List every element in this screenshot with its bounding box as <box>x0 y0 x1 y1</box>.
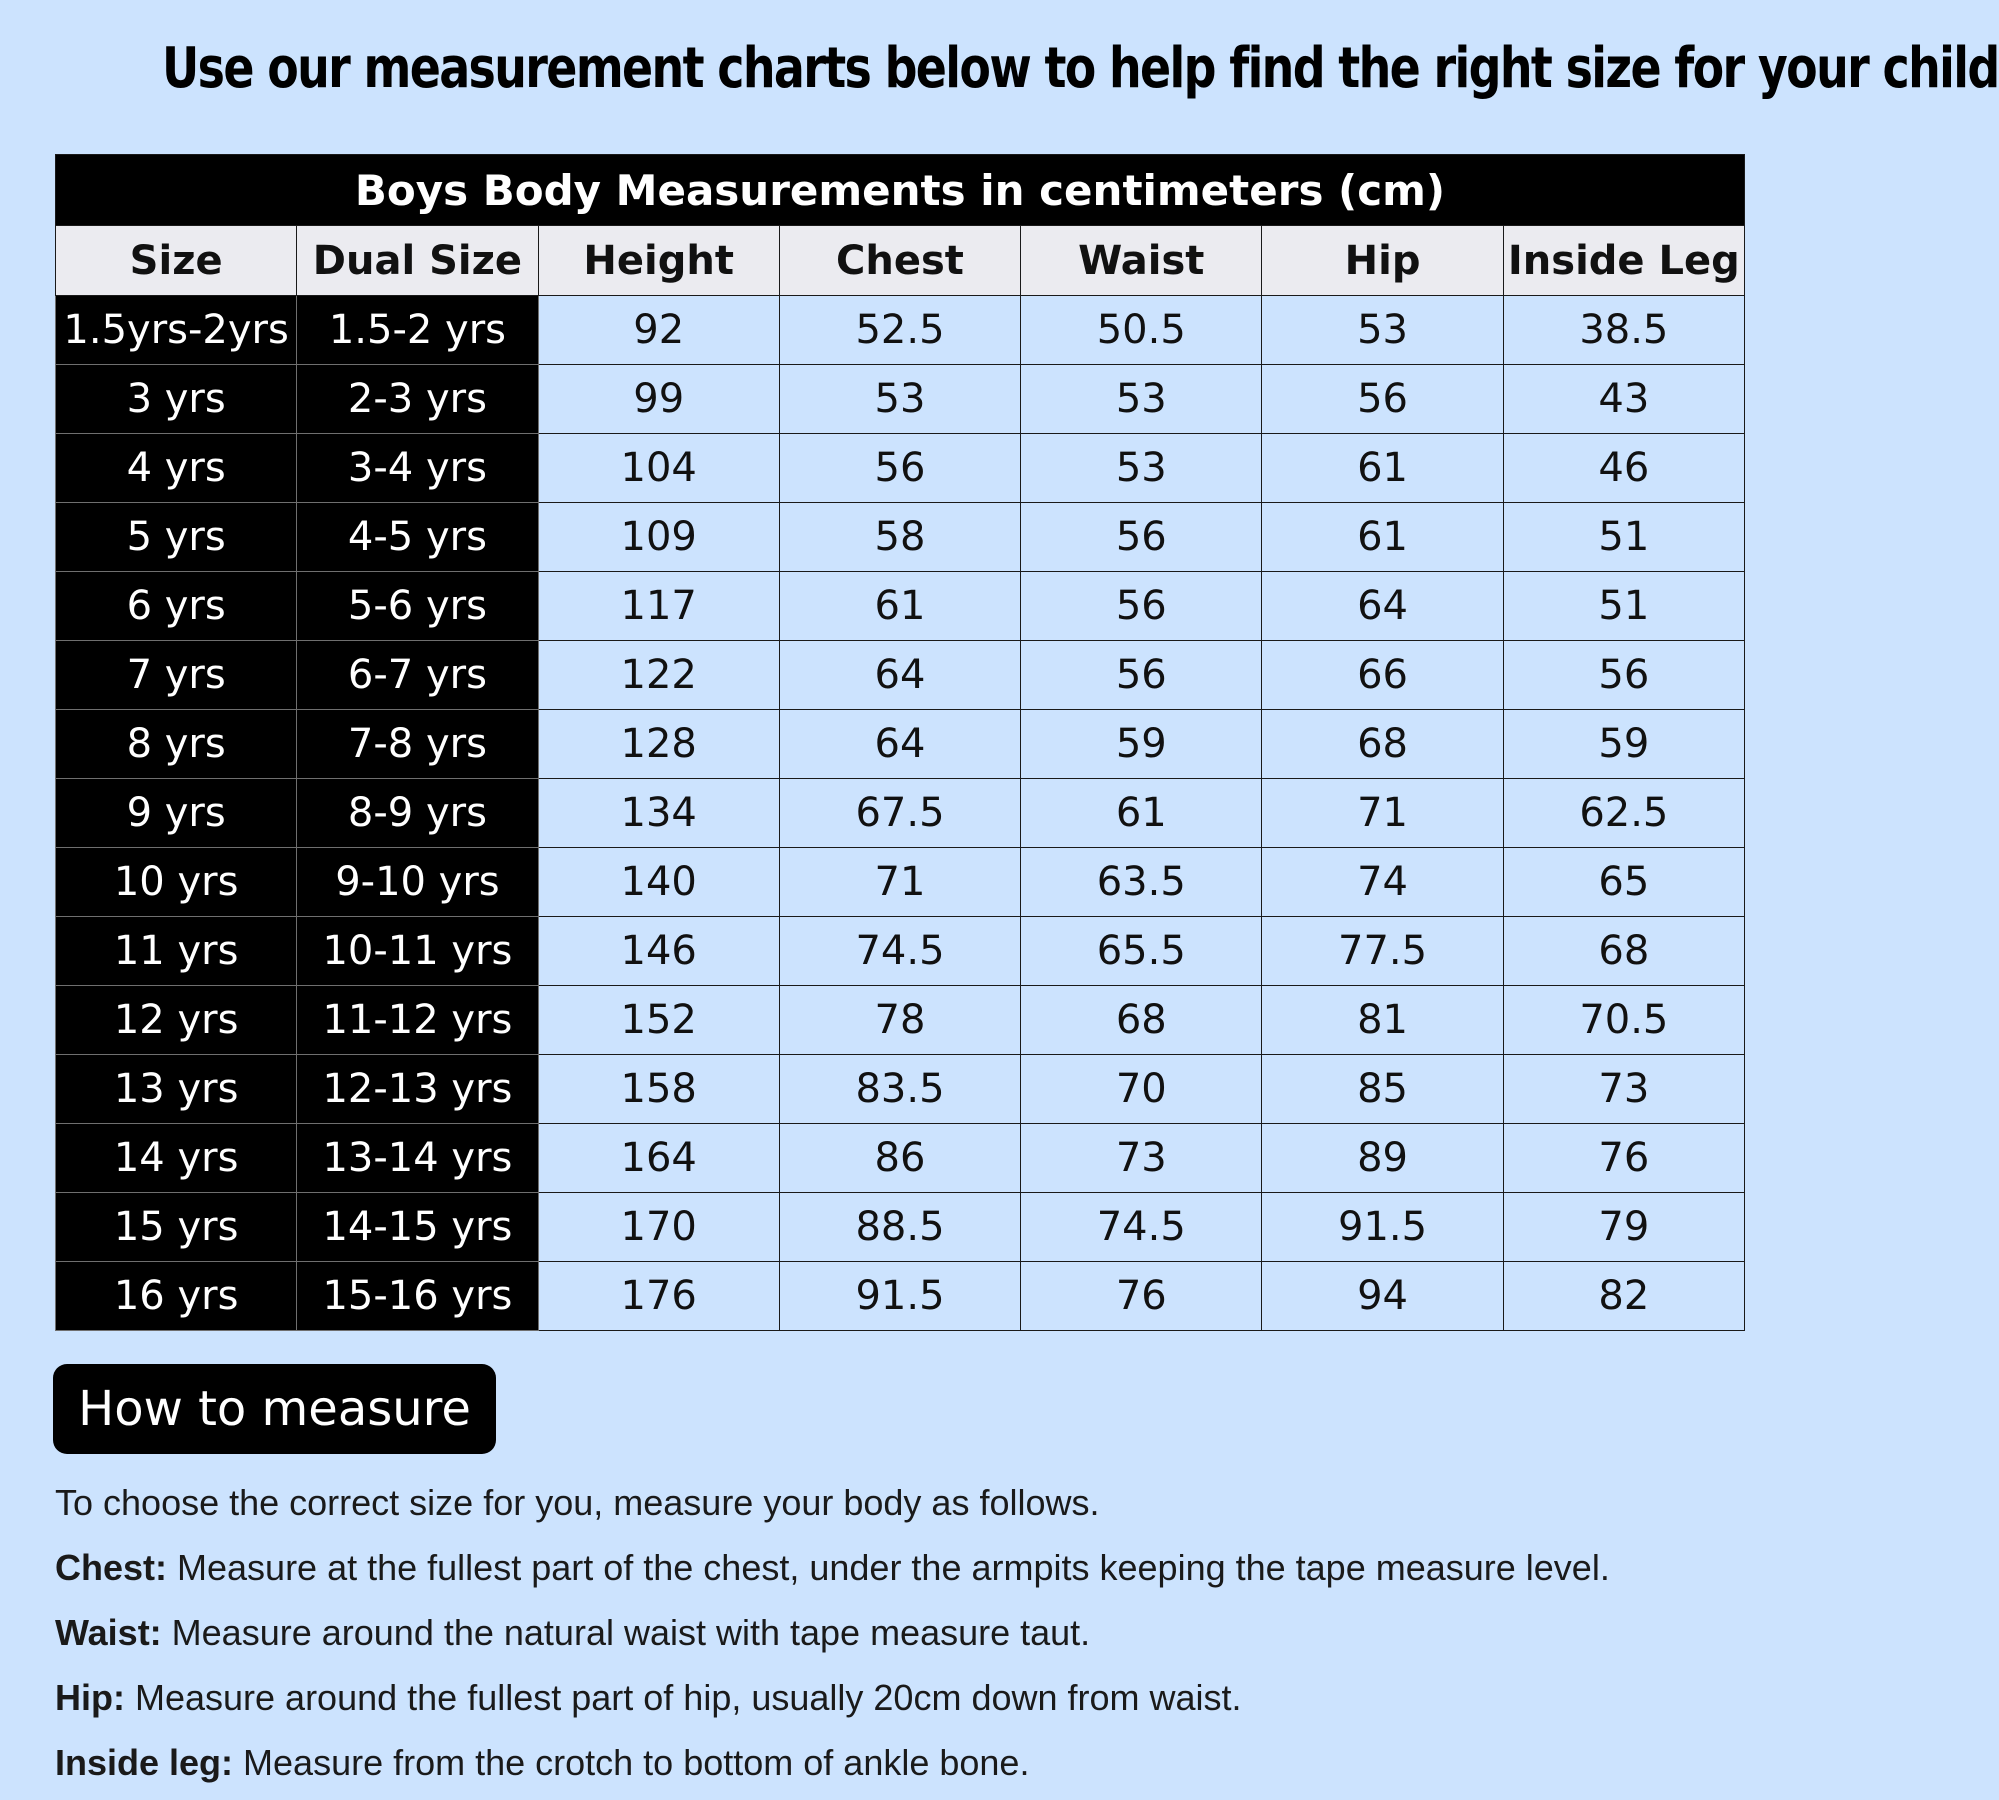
instruction-text: Measure from the crotch to bottom of ankle bone. <box>233 1742 1030 1783</box>
cell-hip: 71 <box>1262 779 1503 848</box>
cell-waist: 73 <box>1021 1124 1262 1193</box>
cell-height: 122 <box>538 641 779 710</box>
table-title-row <box>56 155 1745 226</box>
cell-hip: 61 <box>1262 434 1503 503</box>
cell-hip: 77.5 <box>1262 917 1503 986</box>
cell-hip: 81 <box>1262 986 1503 1055</box>
cell-height: 99 <box>538 365 779 434</box>
cell-chest: 71 <box>779 848 1020 917</box>
cell-chest: 58 <box>779 503 1020 572</box>
measurement-instructions <box>55 1470 1785 1795</box>
cell-chest: 67.5 <box>779 779 1020 848</box>
cell-size: 7 yrs <box>56 641 297 710</box>
cell-inside-leg: 59 <box>1503 710 1744 779</box>
table-row <box>56 710 1745 779</box>
cell-chest: 91.5 <box>779 1262 1020 1331</box>
cell-hip: 61 <box>1262 503 1503 572</box>
table-row <box>56 848 1745 917</box>
table-row <box>56 917 1745 986</box>
cell-inside-leg: 46 <box>1503 434 1744 503</box>
cell-inside-leg: 68 <box>1503 917 1744 986</box>
cell-hip: 56 <box>1262 365 1503 434</box>
cell-dual-size: 2-3 yrs <box>297 365 538 434</box>
table-row <box>56 365 1745 434</box>
column-header-dual-size: Dual Size <box>297 226 538 296</box>
table-header-row <box>56 226 1745 296</box>
cell-hip: 85 <box>1262 1055 1503 1124</box>
cell-height: 109 <box>538 503 779 572</box>
cell-size: 11 yrs <box>56 917 297 986</box>
instruction-text: Measure around the natural waist with tape measure taut. <box>161 1612 1091 1653</box>
cell-hip: 53 <box>1262 296 1503 365</box>
instruction-inside-leg <box>55 1730 1785 1795</box>
cell-waist: 74.5 <box>1021 1193 1262 1262</box>
cell-waist: 50.5 <box>1021 296 1262 365</box>
cell-height: 146 <box>538 917 779 986</box>
cell-dual-size: 7-8 yrs <box>297 710 538 779</box>
how-to-measure-badge: How to measure <box>53 1364 496 1454</box>
instruction-term: Hip: <box>55 1677 125 1718</box>
cell-height: 140 <box>538 848 779 917</box>
cell-hip: 68 <box>1262 710 1503 779</box>
cell-hip: 64 <box>1262 572 1503 641</box>
table-row <box>56 1055 1745 1124</box>
cell-inside-leg: 76 <box>1503 1124 1744 1193</box>
page-headline: Use our measurement charts below to help find the right size for your child <box>162 36 1999 101</box>
cell-dual-size: 12-13 yrs <box>297 1055 538 1124</box>
cell-waist: 53 <box>1021 434 1262 503</box>
column-header-height: Height <box>538 226 779 296</box>
cell-waist: 56 <box>1021 641 1262 710</box>
cell-dual-size: 15-16 yrs <box>297 1262 538 1331</box>
cell-size: 5 yrs <box>56 503 297 572</box>
cell-chest: 64 <box>779 641 1020 710</box>
cell-height: 176 <box>538 1262 779 1331</box>
cell-size: 12 yrs <box>56 986 297 1055</box>
cell-dual-size: 14-15 yrs <box>297 1193 538 1262</box>
cell-dual-size: 4-5 yrs <box>297 503 538 572</box>
table-row <box>56 641 1745 710</box>
cell-waist: 53 <box>1021 365 1262 434</box>
cell-waist: 56 <box>1021 503 1262 572</box>
instruction-waist <box>55 1600 1785 1665</box>
instruction-hip <box>55 1665 1785 1730</box>
cell-size: 4 yrs <box>56 434 297 503</box>
cell-waist: 59 <box>1021 710 1262 779</box>
size-chart-table <box>55 154 1745 1331</box>
cell-chest: 78 <box>779 986 1020 1055</box>
table-row <box>56 1124 1745 1193</box>
cell-chest: 88.5 <box>779 1193 1020 1262</box>
cell-inside-leg: 79 <box>1503 1193 1744 1262</box>
cell-size: 10 yrs <box>56 848 297 917</box>
cell-hip: 91.5 <box>1262 1193 1503 1262</box>
cell-waist: 61 <box>1021 779 1262 848</box>
cell-chest: 83.5 <box>779 1055 1020 1124</box>
table-row <box>56 503 1745 572</box>
cell-dual-size: 8-9 yrs <box>297 779 538 848</box>
instruction-text: Measure around the fullest part of hip, usually 20cm down from waist. <box>124 1677 1242 1718</box>
cell-chest: 74.5 <box>779 917 1020 986</box>
table-row <box>56 779 1745 848</box>
table-row <box>56 986 1745 1055</box>
cell-inside-leg: 65 <box>1503 848 1744 917</box>
cell-height: 92 <box>538 296 779 365</box>
cell-height: 128 <box>538 710 779 779</box>
cell-dual-size: 6-7 yrs <box>297 641 538 710</box>
cell-height: 152 <box>538 986 779 1055</box>
cell-inside-leg: 56 <box>1503 641 1744 710</box>
column-header-inside-leg: Inside Leg <box>1503 226 1744 296</box>
cell-size: 13 yrs <box>56 1055 297 1124</box>
column-header-hip: Hip <box>1262 226 1503 296</box>
cell-size: 14 yrs <box>56 1124 297 1193</box>
table-body <box>56 296 1745 1331</box>
cell-dual-size: 13-14 yrs <box>297 1124 538 1193</box>
column-header-size: Size <box>56 226 297 296</box>
cell-inside-leg: 82 <box>1503 1262 1744 1331</box>
table-row <box>56 1262 1745 1331</box>
cell-inside-leg: 62.5 <box>1503 779 1744 848</box>
cell-dual-size: 9-10 yrs <box>297 848 538 917</box>
cell-hip: 66 <box>1262 641 1503 710</box>
cell-chest: 53 <box>779 365 1020 434</box>
cell-waist: 56 <box>1021 572 1262 641</box>
table-row <box>56 296 1745 365</box>
cell-waist: 76 <box>1021 1262 1262 1331</box>
cell-inside-leg: 51 <box>1503 503 1744 572</box>
cell-waist: 65.5 <box>1021 917 1262 986</box>
cell-hip: 74 <box>1262 848 1503 917</box>
cell-size: 3 yrs <box>56 365 297 434</box>
cell-height: 117 <box>538 572 779 641</box>
cell-size: 16 yrs <box>56 1262 297 1331</box>
cell-chest: 86 <box>779 1124 1020 1193</box>
cell-height: 170 <box>538 1193 779 1262</box>
cell-height: 134 <box>538 779 779 848</box>
cell-size: 15 yrs <box>56 1193 297 1262</box>
cell-dual-size: 1.5-2 yrs <box>297 296 538 365</box>
instruction-term: Inside leg: <box>55 1742 234 1783</box>
cell-hip: 89 <box>1262 1124 1503 1193</box>
cell-size: 9 yrs <box>56 779 297 848</box>
cell-size: 8 yrs <box>56 710 297 779</box>
cell-dual-size: 11-12 yrs <box>297 986 538 1055</box>
table-title: Boys Body Measurements in centimeters (cm) <box>56 155 1745 226</box>
cell-dual-size: 3-4 yrs <box>297 434 538 503</box>
instruction-term: Waist: <box>55 1612 162 1653</box>
instruction-text: Measure at the fullest part of the chest, under the armpits keeping the tape measure level. <box>167 1547 1610 1588</box>
cell-inside-leg: 73 <box>1503 1055 1744 1124</box>
instruction-term: Chest: <box>55 1547 168 1588</box>
cell-waist: 63.5 <box>1021 848 1262 917</box>
cell-height: 104 <box>538 434 779 503</box>
column-header-waist: Waist <box>1021 226 1262 296</box>
cell-dual-size: 5-6 yrs <box>297 572 538 641</box>
cell-waist: 68 <box>1021 986 1262 1055</box>
cell-chest: 52.5 <box>779 296 1020 365</box>
cell-inside-leg: 70.5 <box>1503 986 1744 1055</box>
cell-height: 164 <box>538 1124 779 1193</box>
cell-chest: 64 <box>779 710 1020 779</box>
cell-size: 1.5yrs-2yrs <box>56 296 297 365</box>
cell-hip: 94 <box>1262 1262 1503 1331</box>
instructions-intro: To choose the correct size for you, measure your body as follows. <box>55 1482 1100 1523</box>
cell-dual-size: 10-11 yrs <box>297 917 538 986</box>
column-header-chest: Chest <box>779 226 1020 296</box>
cell-inside-leg: 43 <box>1503 365 1744 434</box>
cell-waist: 70 <box>1021 1055 1262 1124</box>
table-row <box>56 572 1745 641</box>
cell-size: 6 yrs <box>56 572 297 641</box>
table-row <box>56 1193 1745 1262</box>
cell-inside-leg: 38.5 <box>1503 296 1744 365</box>
cell-chest: 56 <box>779 434 1020 503</box>
cell-inside-leg: 51 <box>1503 572 1744 641</box>
table-row <box>56 434 1745 503</box>
cell-chest: 61 <box>779 572 1020 641</box>
cell-height: 158 <box>538 1055 779 1124</box>
instruction-chest <box>55 1535 1785 1600</box>
